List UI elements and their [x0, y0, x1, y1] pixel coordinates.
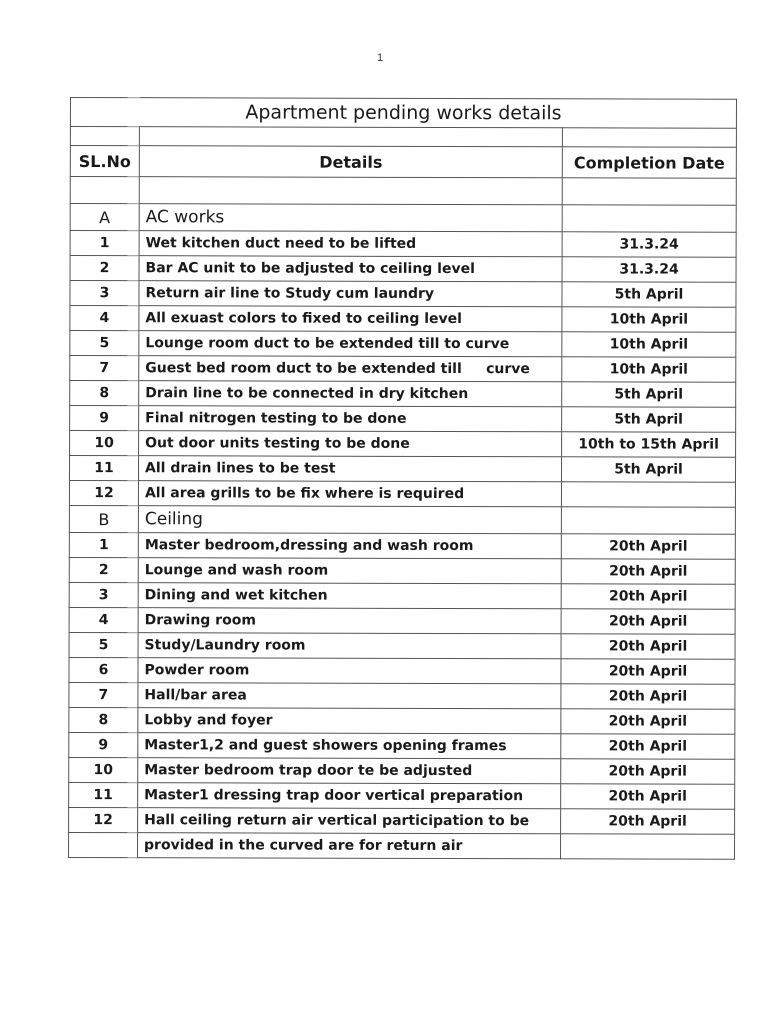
header-details: Details — [139, 146, 562, 178]
item-completion-date: 20th April — [561, 634, 735, 659]
item-details: Bar AC unit to be adjusted to ceiling level — [139, 256, 562, 282]
title-row — [70, 98, 736, 129]
item-completion-date: 31.3.24 — [562, 232, 736, 257]
item-details: Master bedroom trap door te be adjusted — [138, 758, 561, 784]
spacer-row — [70, 177, 736, 206]
item-sl-no: 3 — [70, 281, 139, 306]
item-completion-date: 20th April — [561, 759, 735, 784]
table-row — [70, 281, 736, 308]
item-details: All exuast colors to fixed to ceiling level — [139, 306, 562, 332]
item-completion-date: 20th April — [561, 559, 735, 584]
section-row — [69, 505, 735, 534]
item-sl-no: 6 — [69, 657, 138, 682]
table-row — [69, 607, 735, 634]
item-sl-no: 8 — [70, 381, 139, 406]
item-completion-date: 10th April — [562, 307, 736, 332]
header-completion-date: Completion Date — [562, 147, 736, 178]
header-row — [70, 146, 736, 179]
item-details: Return air line to Study cum laundry — [139, 281, 562, 307]
item-details: Guest bed room duct to be extended till curve — [139, 356, 562, 382]
table-row — [69, 707, 735, 734]
table-row — [69, 632, 735, 659]
item-sl-no: 7 — [69, 682, 138, 707]
section-id: B — [69, 505, 138, 532]
item-details: Master1,2 and guest showers opening frames — [138, 733, 561, 759]
item-sl-no: 2 — [69, 557, 138, 582]
item-details: Drawing room — [138, 608, 561, 634]
item-details: Wet kitchen duct need to be lifted — [139, 231, 562, 257]
item-completion-date: 31.3.24 — [562, 257, 736, 282]
table-row — [69, 832, 735, 859]
pending-works-table — [68, 97, 737, 860]
table-row — [69, 732, 735, 759]
table-row — [69, 782, 735, 809]
item-completion-date: 20th April — [561, 584, 735, 609]
item-completion-date — [561, 482, 735, 507]
table-row — [69, 481, 735, 508]
item-sl-no: 4 — [69, 607, 138, 632]
item-completion-date: 10th to 15th April — [562, 432, 736, 457]
item-details: All drain lines to be test — [138, 456, 561, 482]
table-row — [69, 757, 735, 784]
item-completion-date: 10th April — [562, 357, 736, 382]
item-sl-no: 9 — [70, 406, 139, 431]
item-completion-date: 20th April — [561, 534, 735, 559]
item-details: Master bedroom,dressing and wash room — [138, 533, 561, 559]
item-details: Hall/bar area — [138, 683, 561, 709]
item-details: Lounge room duct to be extended till to curve — [139, 331, 562, 357]
item-sl-no: 2 — [70, 256, 139, 281]
item-sl-no: 3 — [69, 582, 138, 607]
item-details: Lobby and foyer — [138, 708, 561, 734]
item-details: Out door units testing to be done — [139, 431, 562, 457]
spacer-row — [70, 127, 736, 148]
table-row — [69, 807, 735, 834]
item-sl-no: 11 — [69, 456, 138, 481]
item-completion-date: 20th April — [561, 684, 735, 709]
item-sl-no: 5 — [69, 632, 138, 657]
item-sl-no: 8 — [69, 707, 138, 732]
table-row — [70, 331, 736, 358]
item-sl-no: 1 — [70, 231, 139, 256]
item-details: Final nitrogen testing to be done — [139, 406, 562, 432]
item-completion-date: 20th April — [561, 734, 735, 759]
item-details: Hall ceiling return air vertical participation to be — [138, 808, 561, 834]
item-details: Powder room — [138, 658, 561, 684]
table-row — [69, 557, 735, 584]
item-sl-no: 12 — [69, 481, 138, 506]
item-sl-no: 5 — [70, 331, 139, 356]
section-id: A — [70, 204, 139, 231]
table-row — [69, 657, 735, 684]
table-row — [70, 431, 736, 458]
page-number: 1 — [376, 52, 384, 64]
item-sl-no: 1 — [69, 532, 138, 557]
item-sl-no: 9 — [69, 732, 138, 757]
item-completion-date — [561, 834, 735, 859]
item-completion-date: 5th April — [562, 282, 736, 307]
table-row — [69, 456, 735, 483]
item-details: Lounge and wash room — [138, 558, 561, 584]
table-row — [69, 532, 735, 559]
item-sl-no: 10 — [70, 431, 139, 456]
table-row — [70, 256, 736, 283]
item-completion-date: 5th April — [562, 407, 736, 432]
section-name: AC works — [139, 204, 562, 232]
table-row — [70, 381, 736, 408]
item-completion-date: 5th April — [561, 457, 735, 482]
item-details: Study/Laundry room — [138, 633, 561, 659]
table-row — [69, 682, 735, 709]
table-row — [70, 231, 736, 258]
item-sl-no: 11 — [69, 782, 138, 807]
table-row — [70, 356, 736, 383]
item-details: Master1 dressing trap door vertical preparation — [138, 783, 561, 809]
item-details: Dining and wet kitchen — [138, 583, 561, 609]
document-title: Apartment pending works details — [70, 98, 736, 129]
item-sl-no: 12 — [69, 807, 138, 832]
item-details: All area grills to be fix where is required — [138, 481, 561, 507]
item-completion-date: 20th April — [561, 784, 735, 809]
section-name: Ceiling — [138, 506, 561, 534]
item-completion-date: 20th April — [561, 809, 735, 834]
item-completion-date: 10th April — [562, 332, 736, 357]
item-completion-date: 20th April — [561, 609, 735, 634]
table-row — [70, 306, 736, 333]
item-completion-date: 5th April — [562, 382, 736, 407]
item-sl-no: 7 — [70, 356, 139, 381]
header-sl-no: SL.No — [70, 146, 139, 177]
item-details: Drain line to be connected in dry kitchen — [139, 381, 562, 407]
item-sl-no: 10 — [69, 757, 138, 782]
section-row — [70, 204, 736, 233]
item-sl-no: 4 — [70, 306, 139, 331]
item-completion-date: 20th April — [561, 659, 735, 684]
item-details: provided in the curved are for return air — [138, 833, 561, 859]
item-sl-no — [69, 832, 138, 857]
item-completion-date: 20th April — [561, 709, 735, 734]
table-row — [70, 406, 736, 433]
table-row — [69, 582, 735, 609]
